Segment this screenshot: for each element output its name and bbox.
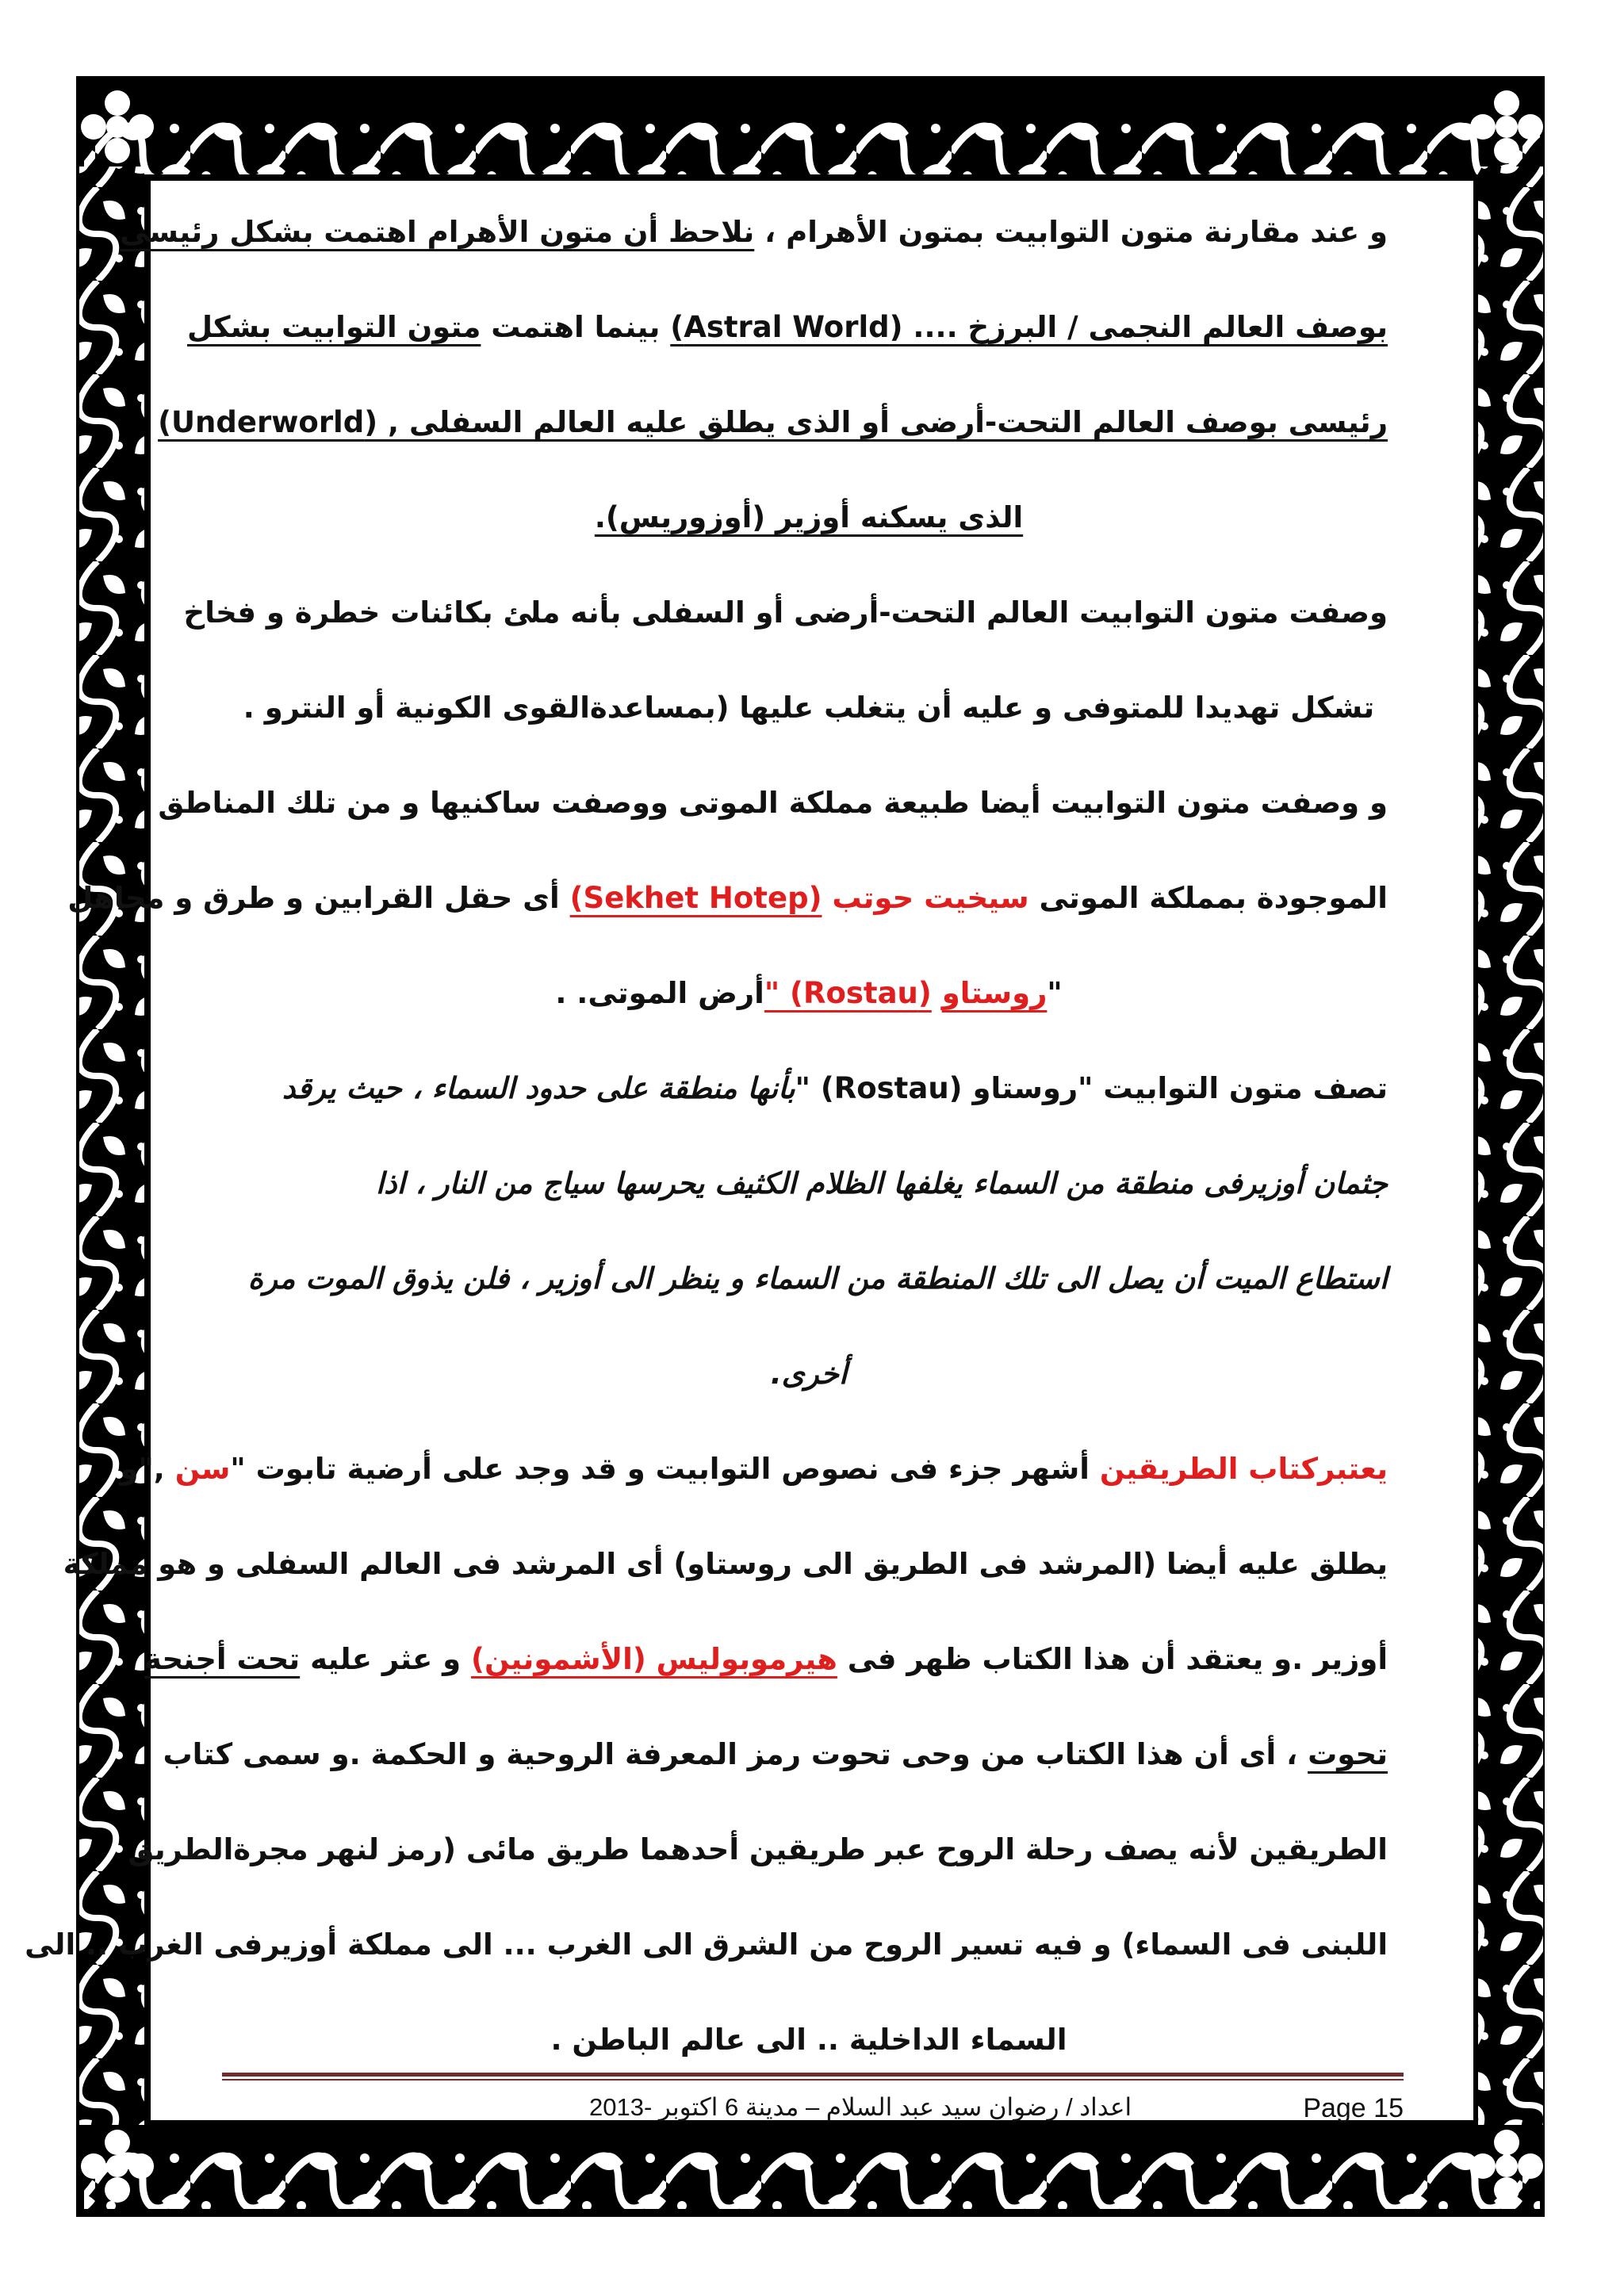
text-line <box>158 398 1388 493</box>
text-line <box>144 1635 1388 1730</box>
text-segment: متون التوابيت بشكل <box>187 310 481 344</box>
text-segment: بوصف العالم النجمى / البرزخ .... (Astral World) <box>670 310 1388 344</box>
text-segment: تحوت <box>1308 1737 1388 1771</box>
text-segment: يعتبركتاب الطريقين <box>1099 1452 1388 1486</box>
text-segment: جثمان أوزيرفى منطقة من السماء يغلفها الظلام الكثيف يحرسها سياج من النار ، اذا <box>375 1166 1388 1200</box>
text-segment: ,"و <box>120 1452 175 1486</box>
text-line <box>230 683 1388 779</box>
text-segment: يطلق عليه أيضا (المرشد فى الطريق الى روستاو) أى المرشد فى العالم السفلى و هو مملكة <box>63 1547 1388 1581</box>
page-number-value: 15 <box>1373 2093 1404 2123</box>
text-segment: سيخيت حوتب <box>832 881 1029 915</box>
text-segment: أى حقل القرابين و طرق و مجاهل <box>67 881 570 915</box>
text-segment: اللبنى فى السماء) و فيه تسير الروح من الشرق الى الغرب ... الى مملكة أوزيرفى الغرب .. الى <box>25 1927 1388 1962</box>
text-segment: السماء الداخلية .. الى عالم الباطن . <box>550 2023 1067 2057</box>
text-segment: (Rostau) " <box>764 976 932 1010</box>
text-segment: الطريقين لأنه يصف رحلة الروح عبر طريقين أحدهما طريق مائى (رمز لنهر مجرةالطريق <box>128 1832 1388 1866</box>
text-segment: الذى يسكنه أوزير (أوزوريس). <box>594 500 1024 534</box>
footer-rule-thick <box>222 2073 1404 2077</box>
text-line <box>183 588 1388 683</box>
text-segment: و عثر عليه <box>300 1642 472 1676</box>
footer-rule-thin <box>222 2079 1404 2081</box>
text-line <box>230 1064 1388 1159</box>
text-line <box>230 1349 1388 1445</box>
text-line <box>230 493 1388 588</box>
text-line <box>67 874 1388 969</box>
text-segment: تحت أجنحة <box>144 1642 301 1676</box>
text-line <box>158 779 1388 874</box>
page-footer <box>222 2093 1404 2133</box>
text-line <box>63 1540 1388 1635</box>
text-segment: و عند مقارنة متون التوابيت بمتون الأهرام ، <box>754 215 1388 249</box>
text-segment: بينما اهتمت <box>481 310 671 344</box>
text-segment <box>932 976 942 1010</box>
text-segment: تشكل تهديدا للمتوفى و عليه أن يتغلب عليها (بمساعدةالقوى الكونية أو النترو . <box>243 691 1375 725</box>
text-segment: هيرموبوليس (الأشمونين) <box>471 1642 837 1676</box>
text-line <box>187 303 1388 398</box>
text-line <box>230 969 1388 1064</box>
text-line <box>128 1825 1388 1920</box>
text-line <box>120 1445 1388 1540</box>
text-segment: ، أى أن هذا الكتاب من وحى تحوت رمز المعرفة الروحية و الحكمة .و سمى كتاب <box>163 1737 1308 1771</box>
page-label: Page <box>1303 2093 1366 2123</box>
text-segment: تصف متون التوابيت "روستاو (Rostau) " <box>795 1071 1388 1105</box>
text-segment: " <box>1047 976 1063 1010</box>
text-segment: وصفت متون التوابيت العالم التحت-أرضى أو السفلى بأنه ملئ بكائنات خطرة و فخاخ <box>183 595 1388 630</box>
text-segment: بأنها منطقة على حدود السماء ، حيث يرقد <box>282 1071 795 1105</box>
text-segment: (Sekhet Hotep) <box>569 881 822 915</box>
text-segment: أوزير .و يعتقد أن هذا الكتاب ظهر فى <box>837 1642 1388 1676</box>
author-credit: اعداد / رضوان سيد عبد السلام – مدينة 6 اكتوبر -2013 <box>589 2093 1132 2121</box>
text-segment: أخرى. <box>770 1357 848 1391</box>
text-line <box>230 1254 1388 1349</box>
text-segment: سن <box>174 1452 231 1486</box>
text-segment: الموجودة بمملكة الموتى <box>1028 881 1388 915</box>
body-text <box>25 208 1388 2111</box>
page-number <box>1303 2093 1404 2124</box>
text-segment: نلاحظ أن متون الأهرام اهتمت بشكل رئيسى <box>120 215 755 249</box>
text-segment: و وصفت متون التوابيت أيضا طبيعة مملكة الموتى ووصفت ساكنيها و من تلك المناطق <box>158 786 1388 820</box>
text-line <box>120 208 1388 303</box>
text-line <box>163 1730 1388 1825</box>
text-segment: رئيسى بوصف العالم التحت-أرضى أو الذى يطلق عليه العالم السفلى , (Underworld) <box>158 405 1388 439</box>
text-segment <box>822 881 832 915</box>
text-segment: أرض الموتى. . <box>555 976 764 1010</box>
text-segment: روستاو <box>941 976 1048 1010</box>
text-line <box>230 1159 1388 1254</box>
text-segment: أشهر جزء فى نصوص التوابيت و قد وجد على أرضية تابوت " <box>230 1452 1100 1486</box>
text-segment: استطاع الميت أن يصل الى تلك المنطقة من السماء و ينظر الى أوزير ، فلن يذوق الموت مرة <box>247 1261 1388 1296</box>
text-line <box>25 1920 1388 2015</box>
